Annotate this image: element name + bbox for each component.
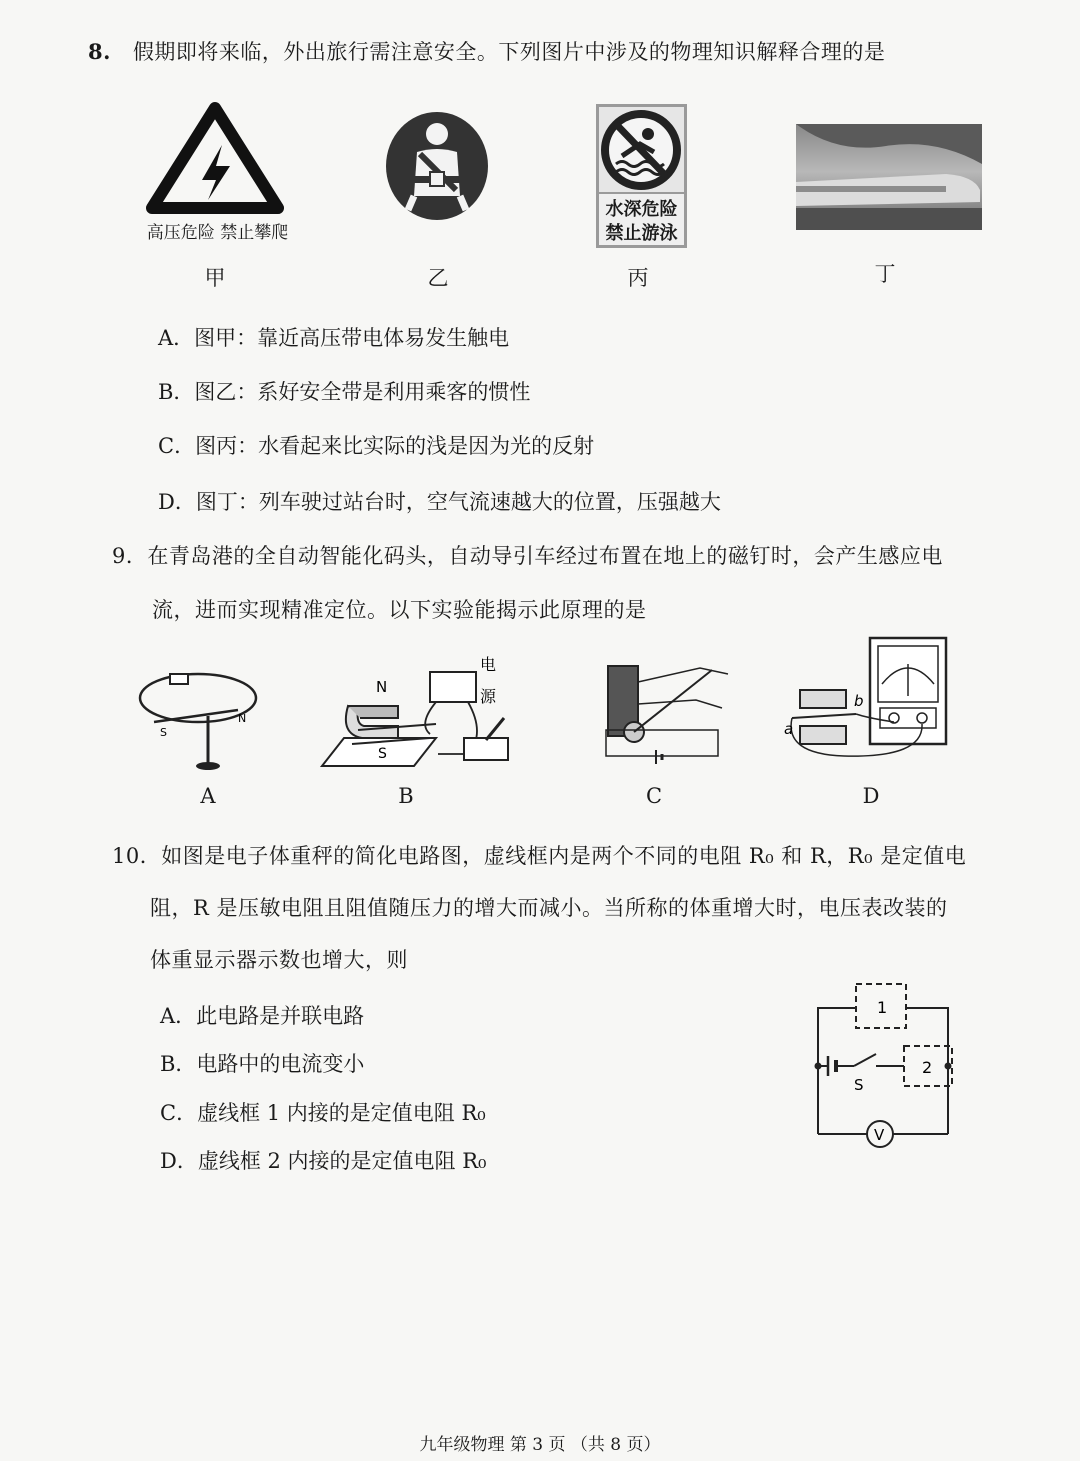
q10-option-a: A．此电路是并联电路 [160, 1004, 365, 1028]
figure-ding [796, 124, 982, 230]
q8-number: 8. [88, 39, 111, 64]
q10-stem-line1: 10．如图是电子体重秤的简化电路图，虚线框内是两个不同的电阻 R₀ 和 R，R₀ 是定值电 [112, 844, 967, 868]
q9-figure-b [318, 654, 528, 774]
q8-stem [88, 36, 885, 66]
q8-option-a: A．图甲：靠近高压带电体易发生触电 [158, 326, 510, 350]
q9-figure-a [134, 664, 264, 776]
circuit-switch-label: S [854, 1076, 864, 1094]
sign-bing-line2: 禁止游泳 [605, 223, 678, 244]
sign-bing-line1: 水深危险 [605, 199, 678, 220]
q10-option-d: D．虚线框 2 内接的是定值电阻 R₀ [160, 1149, 487, 1173]
q9-stem-line1: 9．在青岛港的全自动智能化码头，自动导引车经过布置在地上的磁钉时，会产生感应电 [112, 544, 943, 568]
fig-a-s-label: S [160, 726, 167, 739]
q10-circuit [808, 978, 958, 1154]
figure-yi [384, 110, 490, 222]
circuit-box2-label: 2 [922, 1058, 933, 1077]
q9-figure-c [600, 660, 730, 776]
fig-b-s-label: S [378, 746, 387, 762]
q8-caption-yi: 乙 [427, 266, 449, 290]
train-photo-icon [796, 124, 982, 230]
q9-caption-d: D [862, 784, 880, 808]
q10-option-c: C．虚线框 1 内接的是定值电阻 R₀ [160, 1101, 486, 1125]
circuit-voltmeter-label: V [874, 1126, 885, 1144]
q9-caption-a: A [200, 784, 216, 808]
seatbelt-icon [384, 110, 490, 222]
fig-d-a-label: a [784, 720, 794, 738]
q10-option-b: B．电路中的电流变小 [160, 1052, 365, 1076]
figure-bing [596, 104, 687, 248]
q9-figure-d [784, 634, 954, 774]
q8-caption-bing: 丙 [627, 266, 649, 290]
figure-jia [130, 100, 305, 250]
q8-caption-ding: 丁 [874, 262, 896, 286]
q10-stem-line3: 体重显示器示数也增大，则 [150, 948, 408, 972]
fig-d-b-label: b [854, 692, 864, 710]
q8-option-c: C．图丙：水看起来比实际的浅是因为光的反射 [158, 434, 595, 458]
motor-rail-icon [318, 654, 528, 774]
q8-option-b: B．图乙：系好安全带是利用乘客的惯性 [158, 380, 531, 404]
sign-jia-text: 高压危险 禁止攀爬 [146, 223, 289, 243]
fig-b-power1: 电 [480, 655, 497, 674]
fig-b-power2: 源 [480, 687, 497, 706]
fig-b-n-label: N [376, 678, 388, 696]
q9-stem-line2: 流，进而实现精准定位。以下实验能揭示此原理的是 [152, 598, 647, 622]
circuit-diagram-icon [808, 978, 958, 1154]
page-footer: 九年级物理 第 3 页 （共 8 页） [419, 1435, 661, 1455]
q8-caption-jia: 甲 [204, 266, 226, 290]
q9-caption-c: C [645, 784, 663, 808]
fig-a-n-label: N [238, 712, 247, 725]
compass-coil-icon [134, 664, 264, 776]
galvanometer-icon [784, 634, 954, 774]
q9-caption-b: B [398, 784, 414, 808]
rolling-rod-icon [600, 660, 730, 776]
q8-stem-text: 假期即将来临，外出旅行需注意安全。下列图片中涉及的物理知识解释合理的是 [132, 40, 886, 64]
q8-option-d: D．图丁：列车驶过站台时，空气流速越大的位置，压强越大 [158, 490, 721, 514]
circuit-box1-label: 1 [877, 998, 888, 1017]
q10-stem-line2: 阻，R 是压敏电阻且阻值随压力的增大而减小。当所称的体重增大时，电压表改装的 [150, 896, 948, 920]
